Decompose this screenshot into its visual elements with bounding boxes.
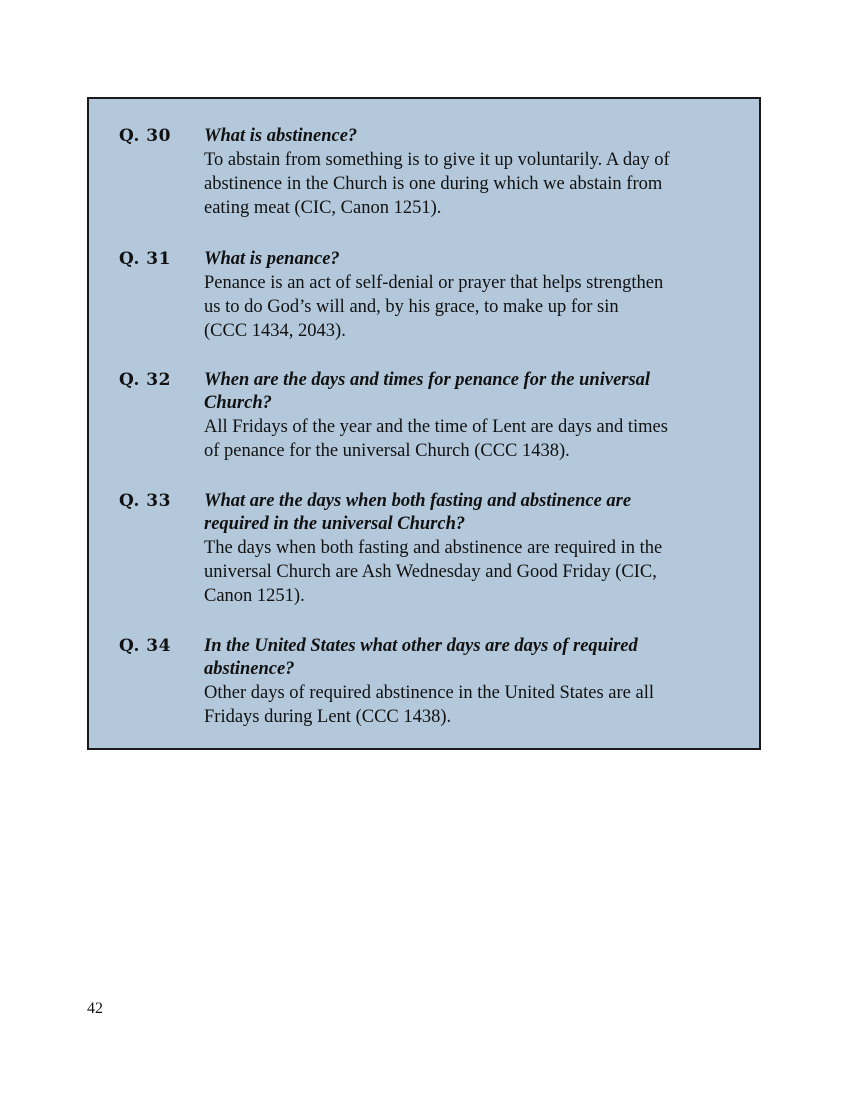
answer-text: The days when both fasting and abstinence are required in the universal Church are Ash Wednesday and Good Friday (CIC, Canon 1251). bbox=[204, 538, 663, 606]
page-number: 42 bbox=[87, 1000, 103, 1017]
answer-text: All Fridays of the year and the time of Lent are days and times of penance for the universal Church (CCC 1438). bbox=[204, 417, 668, 461]
question-text: What is abstinence? bbox=[204, 126, 358, 146]
qa-box bbox=[87, 97, 761, 750]
question-text: What are the days when both fasting and abstinence are required in the universal Church? bbox=[204, 491, 632, 534]
answer-text: Penance is an act of self-denial or prayer that helps strengthen us to do God’s will and, by his grace, to make up for sin (CCC 1434, 2043). bbox=[204, 273, 664, 341]
question-number: Q. 30 bbox=[119, 126, 171, 146]
answer-text: To abstain from something is to give it up voluntarily. A day of abstinence in the Church is one during which we abstain from eating meat (CIC, Canon 1251). bbox=[204, 150, 670, 218]
question-number: Q. 32 bbox=[119, 370, 171, 390]
qa-body bbox=[204, 369, 739, 463]
question-number: Q. 31 bbox=[119, 249, 171, 269]
question-text: When are the days and times for penance for the universal Church? bbox=[204, 370, 651, 413]
question-text: In the United States what other days are days of required abstinence? bbox=[204, 636, 638, 679]
qa-list bbox=[89, 99, 759, 748]
question-text: What is penance? bbox=[204, 249, 340, 269]
qa-body bbox=[204, 125, 739, 220]
answer-text: Other days of required abstinence in the United States are all Fridays during Lent (CCC 1438). bbox=[204, 683, 655, 727]
question-number: Q. 34 bbox=[119, 636, 171, 656]
qa-body bbox=[204, 490, 739, 608]
qa-body bbox=[204, 248, 739, 343]
qa-body bbox=[204, 635, 739, 729]
question-number: Q. 33 bbox=[119, 491, 171, 511]
